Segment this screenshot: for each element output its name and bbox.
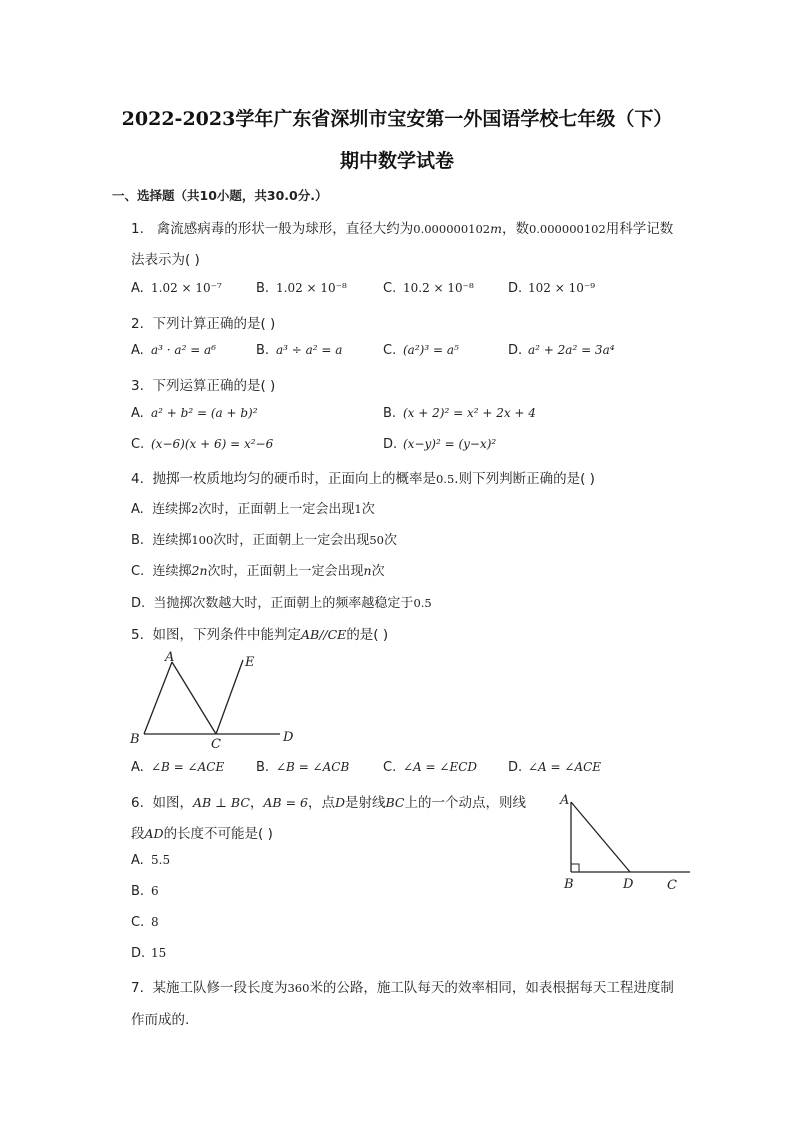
q5-figure — [120, 648, 310, 752]
question-text: 段 — [131, 826, 145, 842]
option-value: ∠A = ∠ECD — [403, 760, 478, 774]
option-value: 8 — [151, 915, 159, 929]
option-a[interactable] — [131, 853, 170, 868]
option-value: 102 × 10⁻⁹ — [528, 281, 596, 295]
option-c[interactable] — [131, 915, 159, 930]
option-c[interactable] — [131, 437, 273, 452]
question-6-line2 — [131, 822, 273, 842]
option-value: 10.2 × 10⁻⁸ — [403, 281, 474, 295]
option-label: A. — [131, 281, 144, 296]
question-1 — [131, 217, 673, 237]
option-label: D. — [508, 760, 523, 775]
option-value: 1.02 × 10⁻⁷ — [151, 281, 222, 295]
option-label: C. — [383, 343, 397, 358]
option-text: 次 — [361, 502, 375, 517]
option-a[interactable] — [131, 498, 375, 517]
option-c[interactable] — [383, 281, 474, 296]
question-text: 的是( ) — [346, 627, 389, 643]
option-value: ∠A = ∠ACE — [528, 760, 602, 774]
math-expression: BC — [385, 795, 405, 810]
option-number: 100 — [191, 533, 214, 547]
option-b[interactable] — [131, 884, 159, 899]
option-text: 次时，正面朝上一定会出现 — [207, 564, 364, 579]
option-label: C. — [131, 915, 145, 930]
question-4 — [131, 467, 595, 487]
question-number: 5. — [131, 627, 144, 643]
option-label: C. — [383, 760, 397, 775]
exam-title-line2: 期中数学试卷 — [339, 150, 454, 172]
question-number: 4. — [131, 471, 144, 487]
option-text: 连续掷 — [152, 502, 192, 517]
math-expression: D — [334, 795, 346, 810]
question-number: 3. — [131, 378, 144, 394]
option-value: 15 — [151, 946, 167, 960]
option-label: A. — [131, 502, 144, 517]
question-number: 1. — [131, 221, 144, 237]
question-6 — [131, 791, 526, 811]
option-b[interactable] — [383, 406, 536, 421]
option-number: 2n — [191, 563, 208, 578]
label-c: C — [667, 878, 677, 893]
option-label: A. — [131, 760, 144, 775]
question-text: ，点 — [307, 795, 335, 811]
number-value: 0.000000102 — [528, 222, 606, 236]
option-label: C. — [131, 437, 145, 452]
option-value: 5.5 — [151, 853, 171, 867]
question-7 — [131, 976, 674, 996]
option-text: 次时，正面朝上一定会出现 — [213, 533, 370, 548]
question-2 — [131, 312, 275, 332]
option-label: A. — [131, 406, 144, 421]
option-d[interactable] — [508, 281, 595, 296]
option-c[interactable] — [383, 343, 459, 358]
option-text: 连续掷 — [152, 533, 192, 548]
unit: m — [490, 221, 502, 236]
option-text: 当抛掷次数越大时，正面朝上的频率越稳定于 — [153, 596, 414, 611]
option-value: ∠B = ∠ACE — [151, 760, 225, 774]
label-b: B — [130, 732, 140, 747]
question-text: 某施工队修一段长度为 — [152, 980, 288, 996]
question-text: .则下列判断正确的是( ) — [454, 471, 595, 487]
right-angle-mark — [571, 864, 579, 872]
option-value: 6 — [151, 884, 159, 898]
option-c[interactable] — [383, 760, 477, 775]
option-value: (x−6)(x + 6) = x²−6 — [151, 437, 274, 451]
option-value: a² + b² = (a + b)² — [151, 406, 258, 420]
exam-title-line1: 2022-2023学年广东省深圳市宝安第一外国语学校七年级（下） — [121, 108, 673, 130]
option-d[interactable] — [131, 946, 166, 961]
question-text: 上的一个动点，则线 — [404, 795, 526, 811]
math-expression: AB = 6 — [263, 795, 308, 810]
option-label: A. — [131, 343, 144, 358]
option-label: B. — [131, 533, 145, 548]
option-value: a³ · a² = a⁶ — [151, 343, 217, 357]
question-text: 下列计算正确的是( ) — [152, 316, 276, 332]
question-text: 抛掷一枚质地均匀的硬币时，正面向上的概率是 — [152, 471, 436, 487]
option-label: D. — [508, 343, 523, 358]
option-value: a³ ÷ a² = a — [276, 343, 343, 357]
option-a[interactable] — [131, 281, 222, 296]
option-c[interactable] — [131, 560, 385, 579]
number-value: 360 — [287, 981, 310, 995]
option-b[interactable] — [256, 760, 349, 775]
number-value: 0.5 — [435, 472, 455, 486]
question-text: 是射线 — [345, 795, 386, 811]
option-label: D. — [131, 946, 146, 961]
option-number: n — [363, 563, 372, 578]
question-number: 6. — [131, 795, 144, 811]
option-d[interactable] — [131, 592, 432, 611]
question-text: 如图，下列条件中能判定 — [152, 627, 301, 643]
label-b: B — [564, 877, 574, 892]
label-d: D — [623, 877, 634, 892]
option-label: B. — [256, 281, 270, 296]
option-label: A. — [131, 853, 144, 868]
option-value: a² + 2a² = 3a⁴ — [528, 343, 615, 357]
option-d[interactable] — [508, 760, 601, 775]
q6-figure — [552, 790, 697, 895]
question-text: 米的公路，施工队每天的效率相同，如表根据每天工程进度制 — [309, 980, 674, 996]
option-label: C. — [131, 564, 145, 579]
option-d[interactable] — [383, 437, 496, 452]
question-5 — [131, 623, 388, 643]
option-number: 2 — [191, 502, 199, 516]
label-a: A — [560, 793, 570, 808]
question-text: 如图， — [152, 795, 193, 811]
option-text: 次 — [371, 564, 385, 579]
question-7-line2: 作而成的. — [131, 1012, 190, 1028]
option-number: 1 — [354, 502, 362, 516]
option-label: D. — [508, 281, 523, 296]
label-d: D — [283, 730, 294, 745]
math-expression: AB//CE — [300, 627, 347, 642]
number-value: 0.000000102 — [413, 222, 491, 236]
option-value: (x−y)² = (y−x)² — [403, 437, 497, 451]
question-1-line2: 法表示为( ) — [131, 252, 200, 268]
option-label: B. — [256, 343, 270, 358]
question-text: ，数 — [501, 221, 529, 237]
option-a[interactable] — [131, 343, 216, 358]
option-a[interactable] — [131, 760, 224, 775]
question-text: 的长度不可能是( ) — [163, 826, 273, 842]
label-e: E — [245, 655, 255, 670]
option-number: 0.5 — [413, 596, 432, 610]
math-expression: AD — [144, 826, 164, 841]
option-d[interactable] — [508, 343, 615, 358]
option-b[interactable] — [256, 281, 347, 296]
option-label: B. — [383, 406, 397, 421]
option-label: D. — [131, 596, 146, 611]
question-text: 禽流感病毒的形状一般为球形，直径大约为 — [156, 221, 414, 237]
question-text: ， — [249, 795, 264, 811]
label-a: A — [165, 650, 175, 665]
option-label: D. — [383, 437, 398, 452]
option-text: 次时，正面朝上一定会出现 — [198, 502, 355, 517]
option-label: B. — [131, 884, 145, 899]
question-number: 7. — [131, 980, 144, 996]
option-value: 1.02 × 10⁻⁸ — [276, 281, 347, 295]
option-value: (a²)³ = a⁵ — [403, 343, 459, 357]
segment-ac — [172, 662, 216, 734]
option-text: 连续掷 — [152, 564, 192, 579]
segment-ab — [144, 662, 172, 734]
label-c: C — [211, 737, 221, 752]
option-label: B. — [256, 760, 270, 775]
option-value: (x + 2)² = x² + 2x + 4 — [403, 406, 536, 420]
option-number: 50 — [369, 533, 384, 547]
ray-ce — [216, 660, 243, 734]
option-b[interactable] — [131, 529, 397, 548]
option-value: ∠B = ∠ACB — [276, 760, 350, 774]
question-number: 2. — [131, 316, 144, 332]
question-3 — [131, 374, 275, 394]
option-a[interactable] — [131, 406, 258, 421]
section-heading: 一、选择题（共10小题，共30.0分.） — [112, 188, 328, 203]
option-label: C. — [383, 281, 397, 296]
math-expression: AB ⊥ BC — [192, 795, 250, 810]
question-text: 下列运算正确的是( ) — [152, 378, 276, 394]
question-text: 用科学记数 — [605, 221, 674, 237]
option-text: 次 — [383, 533, 397, 548]
segment-ad — [571, 802, 630, 872]
option-b[interactable] — [256, 343, 342, 358]
